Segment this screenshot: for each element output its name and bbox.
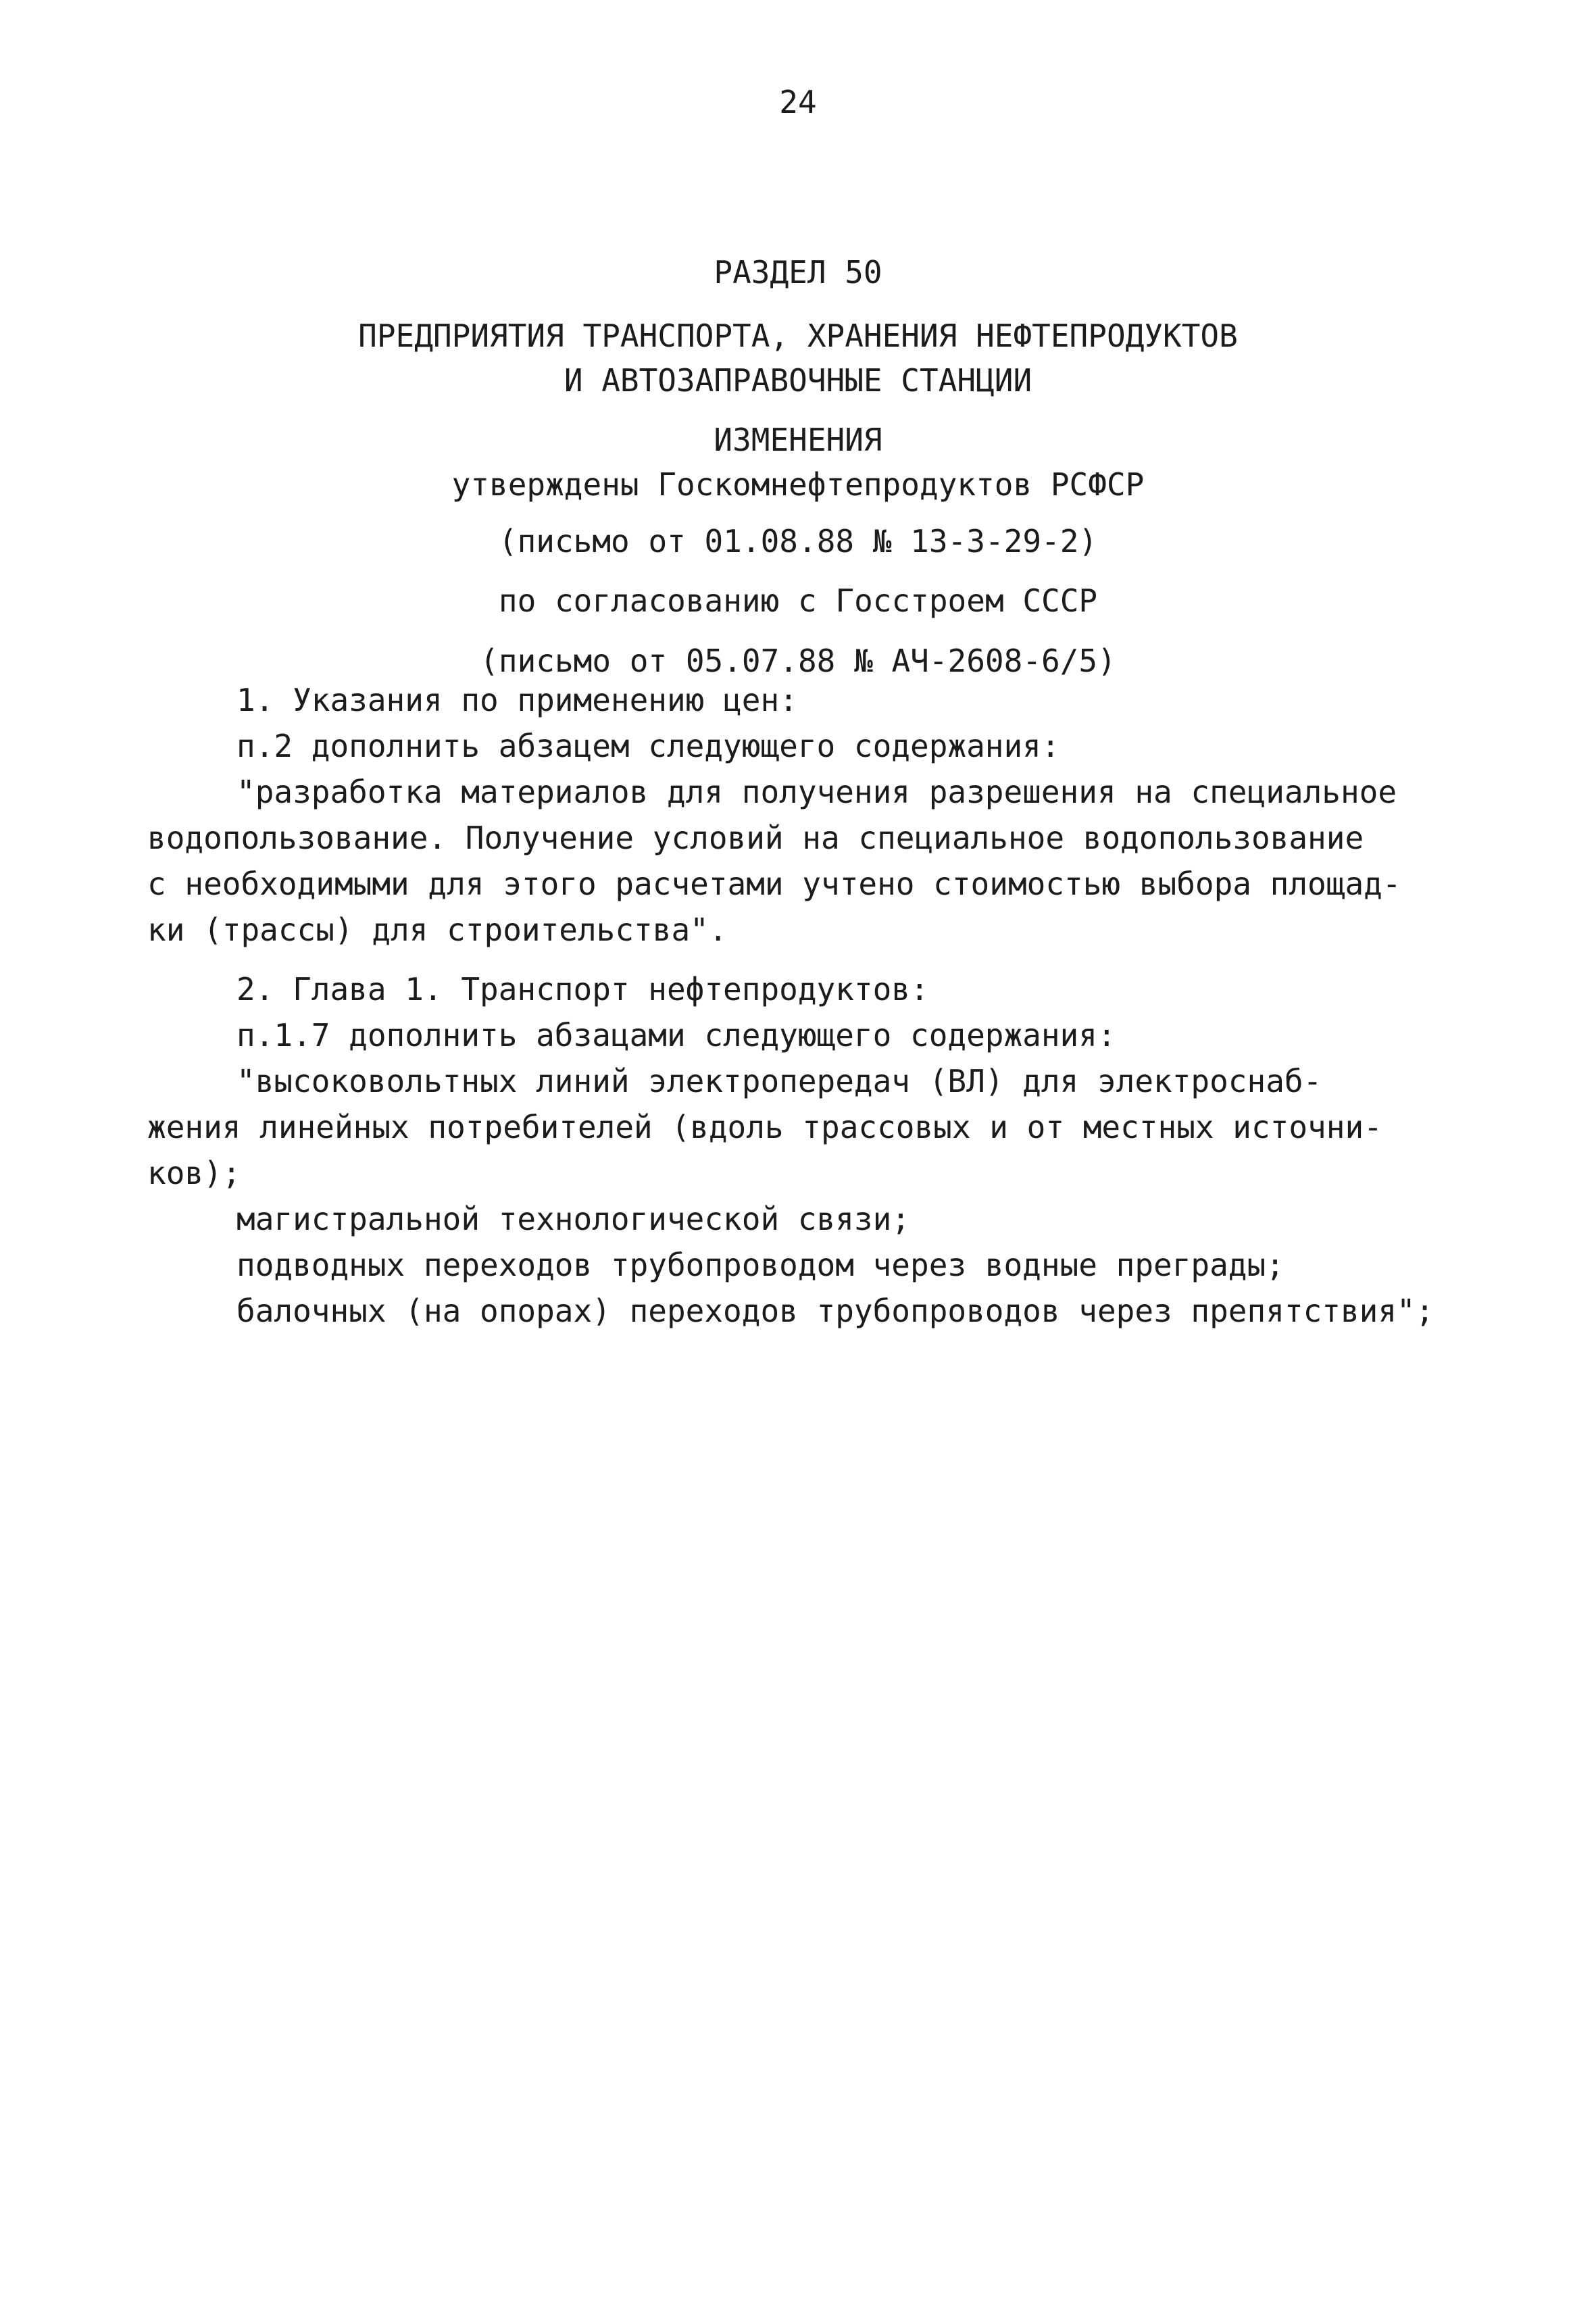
item-2-line: магистральной технологической связи; (236, 1201, 910, 1237)
item-2-line: "высоковольтных линий электропередач (ВЛ) для электроснаб- (236, 1063, 1322, 1099)
item-2-line: балочных (на опорах) переходов трубопроводов через препятствия"; (236, 1293, 1435, 1329)
item-2-line: п.1.7 дополнить абзацами следующего содержания: (236, 1017, 1116, 1053)
subtitle-line-2: И АВТОЗАПРАВОЧНЫЕ СТАНЦИИ (564, 362, 1032, 399)
agreed-with: по согласованию с Госстроем СССР (498, 582, 1098, 619)
item-1-heading: 1. Указания по применению цен: (236, 682, 798, 718)
item-1-line: п.2 дополнить абзацем следующего содержания: (236, 728, 1060, 764)
item-2-line: подводных переходов трубопроводом через водные преграды; (236, 1247, 1285, 1283)
letter-2: (письмо от 05.07.88 № АЧ-2608-6/5) (480, 643, 1116, 679)
subtitle-line-1: ПРЕДПРИЯТИЯ ТРАНСПОРТА, ХРАНЕНИЯ НЕФТЕПРОДУКТОВ (358, 318, 1238, 354)
item-1-line: "разработка материалов для получения разрешения на специальное (236, 774, 1397, 810)
page-number: 24 (779, 84, 817, 120)
letter-1: (письмо от 01.08.88 № 13-3-29-2) (498, 523, 1098, 559)
item-1-line: ки (трассы) для строительства". (147, 912, 728, 948)
item-2-line: ков); (147, 1155, 241, 1191)
section-title: РАЗДЕЛ 50 (714, 254, 882, 291)
item-1-line: водопользование. Получение условий на специальное водопользование (147, 820, 1364, 856)
changes-heading: ИЗМЕНЕНИЯ (714, 422, 882, 458)
item-1-line: с необходимыми для этого расчетами учтено стоимостью выбора площад- (147, 866, 1401, 902)
approved-by: утверждены Госкомнефтепродуктов РСФСР (451, 466, 1145, 503)
item-2-line: жения линейных потребителей (вдоль трассовых и от местных источни- (147, 1109, 1382, 1145)
item-2-heading: 2. Глава 1. Транспорт нефтепродуктов: (236, 971, 929, 1007)
